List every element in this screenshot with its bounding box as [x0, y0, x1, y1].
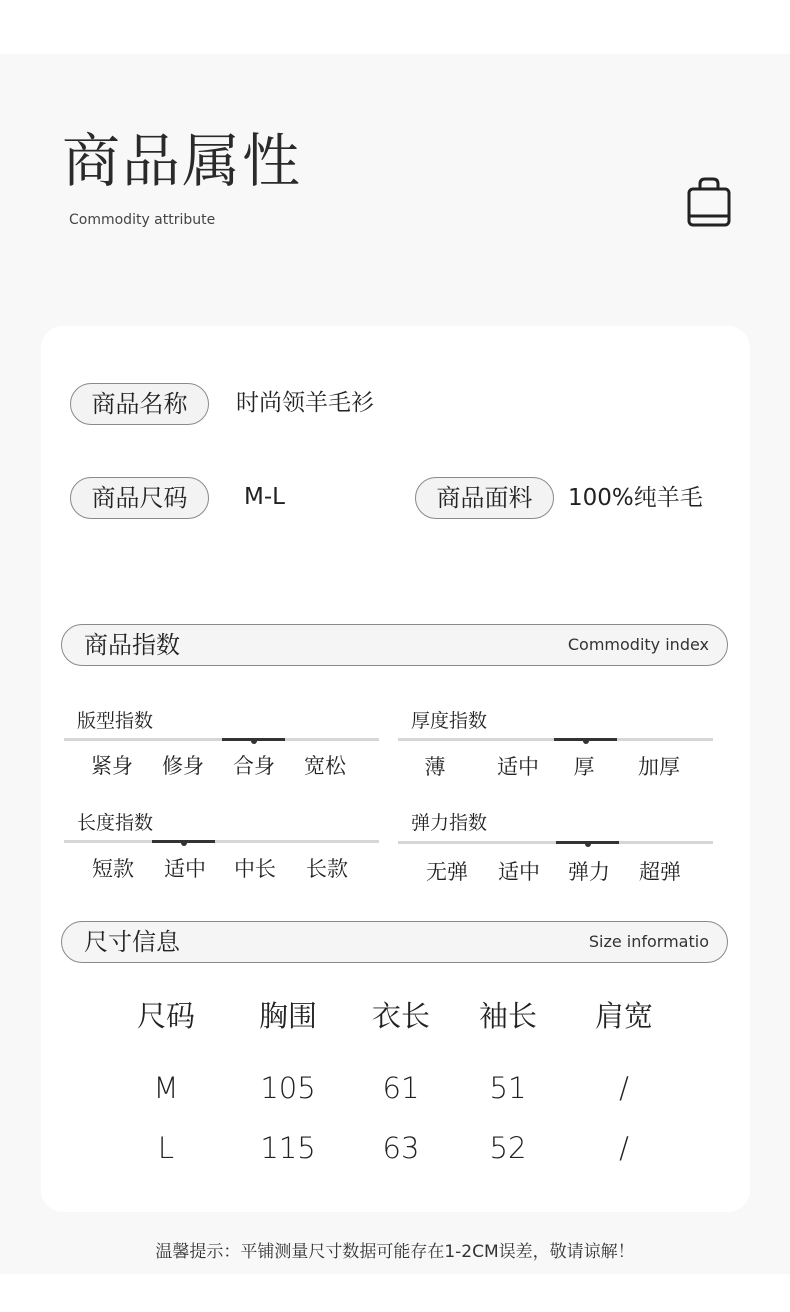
- size-table-cell: /: [619, 1131, 629, 1165]
- index-group-title: 厚度指数: [411, 710, 488, 732]
- size-column-header: 衣长: [371, 999, 430, 1033]
- size-table-cell: 105: [260, 1071, 316, 1105]
- index-option: 超弹: [639, 860, 681, 884]
- page-title: 商品属性: [62, 127, 303, 195]
- index-selected-marker: [152, 840, 215, 843]
- index-option: 紧身: [91, 754, 133, 778]
- name-label-pill: 商品名称: [70, 383, 209, 425]
- size-column-header: 尺码: [136, 999, 195, 1033]
- size-label-pill: 商品尺码: [70, 477, 209, 519]
- index-option: 适中: [498, 860, 540, 884]
- index-scale-line: [64, 840, 379, 843]
- index-section-title: 商品指数: [84, 631, 180, 659]
- index-option: 宽松: [304, 754, 346, 778]
- index-group-title: 弹力指数: [411, 812, 488, 834]
- measurement-note: 温馨提示：平铺测量尺寸数据可能存在1-2CM误差，敬请谅解！: [155, 1242, 635, 1262]
- index-option: 中长: [234, 857, 276, 881]
- fabric-label-pill: 商品面料: [415, 477, 554, 519]
- fabric-value: 100%纯羊毛: [568, 485, 703, 511]
- index-option: 无弹: [426, 860, 468, 884]
- index-option: 修身: [162, 754, 204, 778]
- name-value: 时尚领羊毛衫: [236, 390, 374, 416]
- index-section-bar: [61, 624, 728, 666]
- index-section-subtitle: Commodity index: [567, 635, 709, 654]
- size-table-cell: M: [153, 1071, 179, 1105]
- size-section-subtitle: Size informatio: [588, 932, 709, 951]
- index-option: 适中: [497, 755, 539, 779]
- index-option: 长款: [306, 857, 348, 881]
- index-option: 加厚: [638, 755, 680, 779]
- size-column-header: 袖长: [478, 999, 537, 1033]
- size-table-cell: 61: [382, 1071, 420, 1105]
- size-section-bar: [61, 921, 728, 963]
- index-option-selected: 弹力: [568, 860, 610, 884]
- index-group-title: 版型指数: [77, 710, 154, 732]
- size-column-header: 肩宽: [594, 999, 653, 1033]
- index-option: 薄: [424, 755, 446, 779]
- size-section-title: 尺寸信息: [84, 928, 180, 956]
- size-column-header: 胸围: [258, 999, 317, 1033]
- size-table-cell: L: [157, 1131, 175, 1165]
- index-selected-marker: [222, 738, 285, 741]
- size-table-cell: 63: [382, 1131, 420, 1165]
- index-selected-marker: [556, 841, 619, 844]
- size-value: M-L: [244, 484, 285, 510]
- index-option-selected: 合身: [233, 754, 275, 778]
- index-group-title: 长度指数: [77, 812, 154, 834]
- index-option-selected: 厚: [573, 755, 595, 779]
- shopping-bag-icon: [684, 176, 734, 230]
- index-option: 短款: [92, 857, 134, 881]
- size-table-cell: 51: [489, 1071, 527, 1105]
- size-table-cell: /: [619, 1071, 629, 1105]
- index-selected-marker: [554, 738, 617, 741]
- size-table-cell: 52: [489, 1131, 527, 1165]
- page-subtitle: Commodity attribute: [69, 212, 216, 228]
- size-table-cell: 115: [260, 1131, 316, 1165]
- index-option-selected: 适中: [164, 857, 206, 881]
